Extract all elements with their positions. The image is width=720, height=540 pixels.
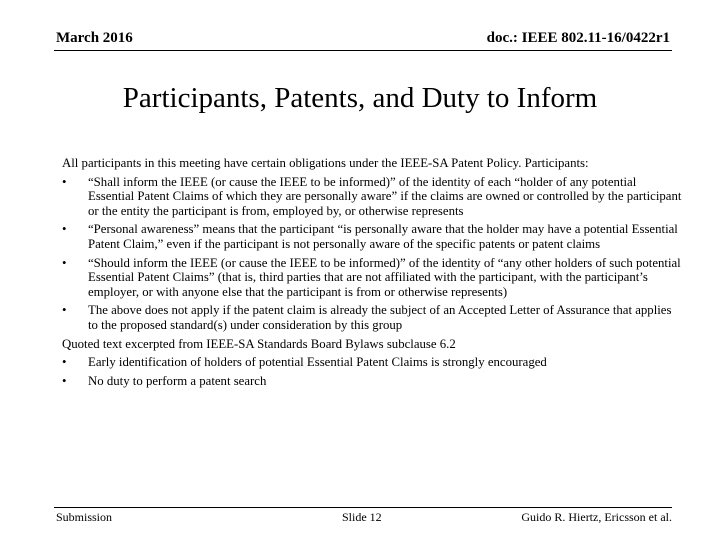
footer-submission: Submission [56,510,113,524]
footer-divider [54,507,672,508]
header-date: March 2016 [56,30,133,46]
slide-title: Participants, Patents, and Duty to Inform [122,82,598,114]
footer-slide-number: Slide 12 [342,510,382,524]
header-doc-id: doc.: IEEE 802.11-16/0422r1 [486,30,670,46]
bullet-item [62,374,682,389]
bullet-text: “Personal awareness” means that the participant “is personally aware that the holder may have a potential Essential Patent Claim,” even if the participant is not personally aware of the specific patents or patent claims [88,222,678,251]
bullet-item [62,175,682,219]
slide-body [62,156,682,392]
bullet-item [62,355,682,370]
bullet-marker: • [62,255,67,270]
bullet-marker: • [62,303,67,318]
bullet-text: Early identification of holders of potential Essential Patent Claims is strongly encouraged [88,355,547,370]
bullet-item [62,256,682,300]
bullet-text: “Shall inform the IEEE (or cause the IEEE to be informed)” of the identity of each “holder of any potential Essential Patent Claims of which they are personally aware” if the claims are owned or controlled by the participant or the entity the participant is from, employed by, or otherwise represents [88,174,682,218]
bullet-marker: • [62,355,67,370]
bullet-text: No duty to perform a patent search [88,373,267,388]
bullet-text: The above does not apply if the patent claim is already the subject of an Accepted Letter of Assurance that applies to the proposed standard(s) under consideration by this group [88,303,672,332]
intro-text: All participants in this meeting have certain obligations under the IEEE-SA Patent Policy. Participants: [62,156,589,170]
bullet-marker: • [62,373,67,388]
quote-source: Quoted text excerpted from IEEE-SA Standards Board Bylaws subclause 6.2 [62,336,456,351]
bullet-text: “Should inform the IEEE (or cause the IEEE to be informed)” of the identity of “any other holders of such potential Essential Patent Claims” (that is, third parties that are not affiliated with the participant, with the participant’s employer, or with anyone else that the participant is from or otherwise represents) [88,255,681,299]
bullet-item [62,303,682,332]
footer-author: Guido R. Hiertz, Ericsson et al. [521,510,672,524]
bullet-marker: • [62,222,67,237]
bullet-item [62,222,682,251]
bullet-marker: • [62,174,67,189]
header-divider [54,50,672,51]
